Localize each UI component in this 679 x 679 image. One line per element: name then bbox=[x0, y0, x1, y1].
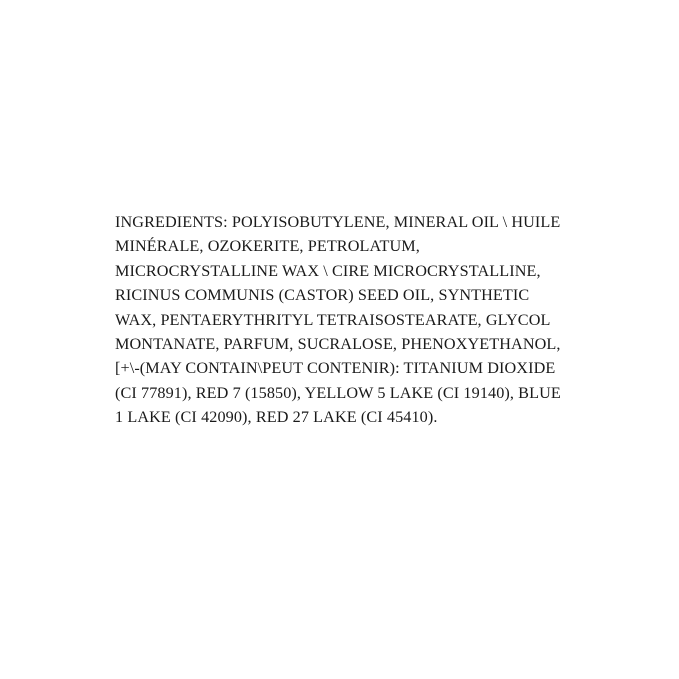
ingredients-paragraph: INGREDIENTS: POLYISOBUTYLENE, MINERAL OIL \ HUILE MINÉRALE, OZOKERITE, PETROLATUM, MICROCRYSTALLINE WAX \ CIRE MICROCRYSTALLINE, RICINUS COMMUNIS (CASTOR) SEED OIL, SYNTHETIC WAX, PENTAERYTHRITYL TETRAISOSTEARATE, GLYCOL MONTANATE, PARFUM, SUCRALOSE, PHENOXYETHANOL, [+\-(MAY CONTAIN\PEUT CONTENIR): TITANIUM DIOXIDE (CI 77891), RED 7 (15850), YELLOW 5 LAKE (CI 19140), BLUE 1 LAKE (CI 42090), RED 27 LAKE (CI 45410). bbox=[115, 213, 566, 427]
